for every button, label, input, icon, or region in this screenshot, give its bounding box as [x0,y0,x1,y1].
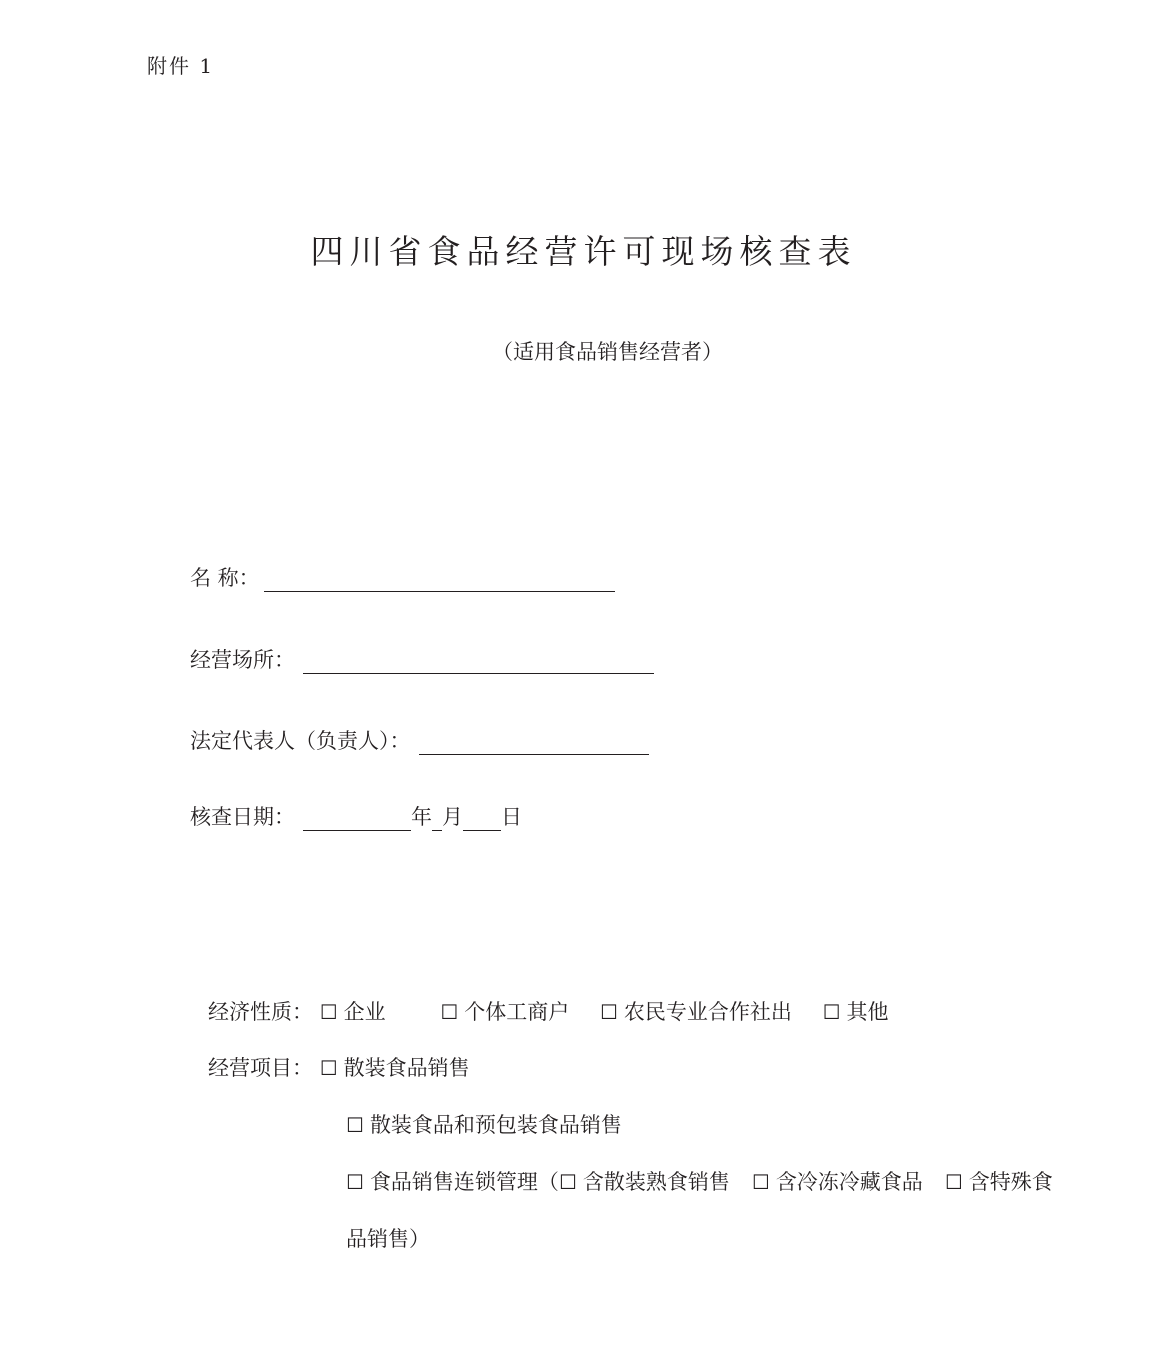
checkbox-icon[interactable]: ☐ [944,1170,963,1194]
chain-sub-option-label: 含特殊食 [968,1170,1053,1194]
chain-sub-option-special[interactable] [945,1166,1053,1196]
place-input-line[interactable] [303,651,654,674]
month-label: 月 [442,805,463,829]
nature-option-other[interactable] [823,996,889,1026]
place-label: 经营场所： [190,648,295,672]
business-scope-row [208,1052,470,1082]
scope-option-bulk[interactable] [320,1056,470,1080]
nature-option-enterprise[interactable] [320,996,386,1026]
scope-option-bulk-and-packaged[interactable] [346,1109,622,1139]
checkbox-icon[interactable]: ☐ [319,1000,338,1024]
scope-option-chain-management [346,1166,1053,1196]
name-input-line[interactable] [264,569,615,592]
day-label: 日 [501,805,522,829]
page-title: 四川省食品经营许可现场核查表 [310,232,857,271]
checkbox-icon[interactable]: ☐ [346,1113,364,1137]
name-field [190,562,615,592]
checkbox-icon[interactable]: ☐ [599,1000,618,1024]
economic-nature-label: 经济性质： [208,1000,313,1024]
legal-representative-field [190,725,649,755]
page-subtitle: （适用食品销售经营者） [492,340,723,364]
nature-option-label: 个体工商户 [464,1000,570,1024]
economic-nature-row [208,996,889,1026]
nature-option-label: 企业 [343,1000,386,1024]
checkbox-icon[interactable]: ☐ [440,1000,459,1024]
chain-sub-option-frozen[interactable] [752,1166,923,1196]
checkbox-icon[interactable]: ☐ [751,1170,770,1194]
month-input-line[interactable] [432,808,442,831]
scope-option-label: 散装食品和预包装食品销售 [369,1113,622,1137]
checkbox-icon[interactable]: ☐ [558,1170,577,1194]
legal-representative-label: 法定代表人（负责人）： [190,729,411,753]
year-label: 年 [411,805,432,829]
checkbox-icon[interactable]: ☐ [822,1000,841,1024]
year-input-line[interactable] [303,808,411,831]
legal-representative-input-line[interactable] [419,732,649,755]
chain-sub-option-label: 含散装熟食销售 [582,1170,730,1194]
checkbox-icon[interactable]: ☐ [319,1056,338,1080]
place-field [190,644,654,674]
attachment-label: 附件 1 [147,54,215,78]
scope-option-label: 食品销售连锁管理（ [369,1170,559,1194]
day-input-line[interactable] [463,808,501,831]
checkbox-icon[interactable]: ☐ [346,1170,364,1194]
chain-sub-option-cooked[interactable] [559,1166,730,1196]
inspection-date-label: 核查日期： [190,805,295,829]
scope-option-chain-continuation: 品销售） [346,1227,430,1251]
nature-option-cooperative[interactable] [600,996,792,1026]
chain-sub-option-label: 含冷冻冷藏食品 [775,1170,923,1194]
scope-option-label: 散装食品销售 [343,1056,470,1080]
business-scope-label: 经营项目： [208,1056,313,1080]
inspection-date-field [190,801,522,831]
nature-option-label: 其他 [846,1000,889,1024]
nature-option-label: 农民专业合作社出 [623,1000,792,1024]
nature-option-individual[interactable] [440,996,569,1026]
name-label: 名 称： [190,566,260,590]
